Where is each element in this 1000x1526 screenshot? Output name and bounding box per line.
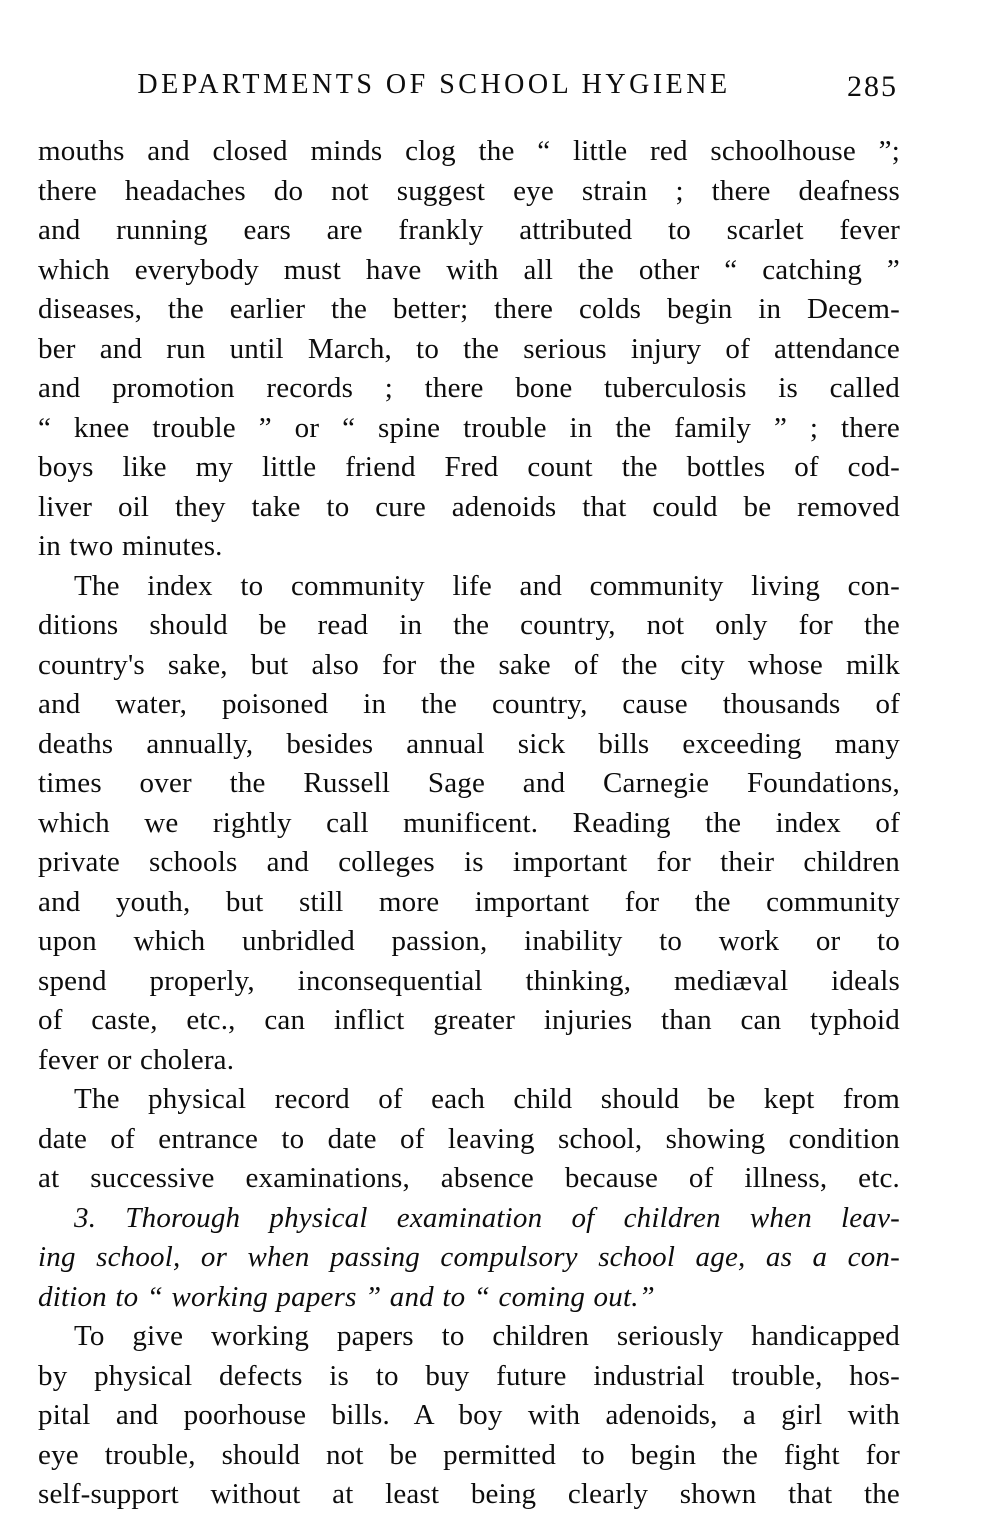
text-line: liver oil they take to cure adenoids that could be removed [38, 490, 900, 523]
text-line: ber and run until March, to the serious injury of attendance [38, 332, 900, 365]
text-line: and promotion records ; there bone tuberculosis is called [38, 372, 900, 404]
text-line: at successive examinations, absence because of illness, etc. [38, 1162, 900, 1194]
chapter-title: DEPARTMENTS OF SCHOOL HYGIENE [137, 69, 731, 100]
text-line: 3. Thorough physical examination of children when leav- [74, 1201, 900, 1234]
text-line: ing school, or when passing compulsory school age, as a con- [38, 1241, 900, 1273]
text-line: ditions should be read in the country, not only for the [38, 609, 900, 641]
text-line: The physical record of each child should be kept from [74, 1083, 900, 1115]
text-line: of caste, etc., can inflict greater injuries than can typhoid [38, 1004, 900, 1036]
text-line: The index to community life and community living con- [74, 569, 900, 602]
text-line: and youth, but still more important for the community [38, 885, 900, 918]
page-number: 285 [847, 70, 898, 103]
text-line: mouths and closed minds clog the “ little red schoolhouse ”; [38, 135, 900, 167]
text-line: date of entrance to date of leaving school, showing condition [38, 1122, 900, 1155]
text-line: eye trouble, should not be permitted to begin the fight for [38, 1438, 900, 1471]
running-head [38, 64, 900, 106]
text-line: deaths annually, besides annual sick bills exceeding many [38, 727, 900, 760]
text-line: upon which unbridled passion, inability to work or to [38, 925, 900, 957]
text-line: which everybody must have with all the other “ catching ” [38, 253, 900, 286]
text-line: pital and poorhouse bills. A boy with adenoids, a girl with [38, 1399, 900, 1431]
text-line: To give working papers to children seriously handicapped [74, 1320, 900, 1352]
text-line: dition to “ working papers ” and to “ coming out.” [38, 1280, 655, 1313]
text-line: diseases, the earlier the better; there colds begin in Decem- [38, 293, 900, 325]
text-line: self-support without at least being clearly shown that the [38, 1478, 900, 1510]
text-line: by physical defects is to buy future industrial trouble, hos- [38, 1359, 900, 1392]
text-line: spend properly, inconsequential thinking, mediæval ideals [38, 964, 900, 997]
text-line: and running ears are frankly attributed to scarlet fever [38, 214, 900, 246]
text-line: there headaches do not suggest eye strain ; there deafness [38, 174, 900, 207]
page-body [38, 132, 900, 1515]
text-line: “ knee trouble ” or “ spine trouble in the family ” ; there [38, 411, 900, 444]
text-line: in two minutes. [38, 530, 223, 562]
text-line: country's sake, but also for the sake of the city whose milk [38, 648, 900, 681]
text-line: private schools and colleges is important for their children [38, 846, 900, 878]
text-line: which we rightly call munificent. Reading the index of [38, 806, 900, 839]
text-line: times over the Russell Sage and Carnegie Foundations, [38, 767, 900, 799]
text-line: boys like my little friend Fred count the bottles of cod- [38, 451, 900, 483]
text-line: and water, poisoned in the country, cause thousands of [38, 688, 900, 720]
text-line: fever or cholera. [38, 1043, 235, 1076]
page-content [38, 64, 900, 1515]
